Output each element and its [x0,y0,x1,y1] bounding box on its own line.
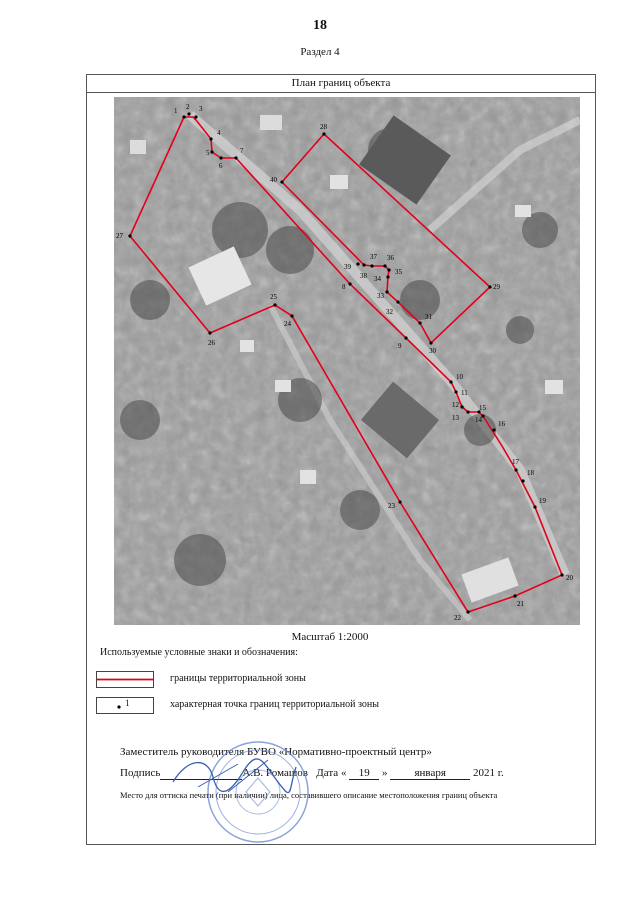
boundary-point-39 [356,262,359,265]
boundary-point-label-9: 9 [398,342,402,350]
boundary-point-label-15: 15 [479,404,486,412]
boundary-point-label-38: 38 [360,272,367,280]
boundary-point-35 [387,268,390,271]
boundary-point-13 [466,410,469,413]
boundary-point-1 [182,115,185,118]
boundary-point-label-10: 10 [456,373,463,381]
section-title: Раздел 4 [300,46,340,58]
legend-line-box [96,671,154,688]
boundary-point-label-13: 13 [452,414,459,422]
legend-boundary-label: границы территориальной зоны [170,673,306,684]
boundary-point-21 [513,594,516,597]
legend-boundary-line-icon [97,672,153,687]
boundary-point-37 [370,264,373,267]
boundary-point-label-34: 34 [374,275,381,283]
boundary-point-26 [208,331,211,334]
boundary-point-label-6: 6 [219,162,223,170]
boundary-point-24 [290,314,293,317]
boundary-point-label-7: 7 [240,147,244,155]
boundary-point-11 [454,390,457,393]
boundary-point-label-16: 16 [498,420,505,428]
boundary-point-31 [418,321,421,324]
boundary-point-5 [210,150,213,153]
boundary-point-label-23: 23 [388,502,395,510]
boundary-point-label-12: 12 [452,401,459,409]
boundary-point-label-4: 4 [217,129,221,137]
boundary-point-7 [234,156,237,159]
boundary-point-18 [521,479,524,482]
boundary-point-9 [404,336,407,339]
aerial-map [114,97,580,625]
map-title: План границ объекта [86,74,596,93]
boundary-point-label-3: 3 [199,105,203,113]
legend-heading: Используемые условные знаки и обозначения: [100,647,298,658]
boundary-point-label-11: 11 [461,389,468,397]
boundary-point-3 [194,115,197,118]
boundary-point-36 [383,264,386,267]
boundary-point-label-22: 22 [454,614,461,622]
boundary-point-label-40: 40 [270,176,277,184]
boundary-point-30 [429,341,432,344]
boundary-point-38 [362,263,365,266]
sign-label: Подпись [120,767,161,779]
boundary-point-12 [460,405,463,408]
boundary-point-label-29: 29 [493,283,500,291]
handwritten-signature [168,752,298,802]
boundary-point-32 [396,300,399,303]
boundary-point-label-33: 33 [377,292,384,300]
boundary-point-10 [449,380,452,383]
legend-point-box [96,697,154,714]
boundary-point-2 [187,112,190,115]
boundary-point-23 [398,500,401,503]
date-day-close: » [381,767,388,779]
scale-label: Масштаб 1:2000 [291,631,369,643]
legend-point-label: характерная точка границ территориальной зоны [170,699,379,710]
boundary-point-20 [560,573,563,576]
boundary-point-4 [209,137,212,140]
date-day: 19 [349,767,379,780]
boundary-point-label-35: 35 [395,268,402,276]
boundary-point-label-39: 39 [344,263,351,271]
legend-point-number: 1 [125,698,130,708]
boundary-point-label-1: 1 [174,107,178,115]
boundary-point-label-18: 18 [527,469,534,477]
boundary-point-label-28: 28 [320,123,327,131]
boundary-point-29 [488,285,491,288]
boundary-point-34 [386,275,389,278]
boundary-point-6 [219,156,222,159]
boundary-point-28 [322,132,325,135]
boundary-point-label-27: 27 [116,232,123,240]
boundary-point-label-31: 31 [425,313,432,321]
date-label: Дата « [316,767,347,779]
boundary-point-19 [533,505,536,508]
date-year: 2021 г. [472,767,504,779]
boundary-point-17 [514,468,517,471]
signer-name: А.В. Ромашов [242,767,309,779]
boundary-point-label-26: 26 [208,339,215,347]
page-number: 18 [313,18,327,33]
boundary-point-label-20: 20 [566,574,573,582]
boundary-point-label-8: 8 [342,283,346,291]
boundary-point-label-36: 36 [387,254,394,262]
boundary-point-label-14: 14 [475,416,482,424]
boundary-point-22 [466,610,469,613]
boundary-point-25 [273,303,276,306]
position-line: Заместитель руководителя БУВО «Нормативно-проектный центр» [120,746,432,758]
boundary-point-label-30: 30 [429,347,436,355]
date-month: января [390,767,470,780]
boundary-point-8 [348,282,351,285]
stamp-note: Место для оттиска печати (при наличии) лица, составившего описание местоположения границ объекта [120,790,498,800]
boundary-point-label-5: 5 [206,149,210,157]
boundary-point-label-24: 24 [284,320,291,328]
boundary-point-label-21: 21 [517,600,524,608]
boundary-point-40 [280,180,283,183]
boundary-point-27 [128,234,131,237]
boundary-point-label-17: 17 [512,458,519,466]
boundary-point-label-37: 37 [370,253,377,261]
boundary-point-label-25: 25 [270,293,277,301]
boundary-point-label-32: 32 [386,308,393,316]
boundary-point-33 [385,290,388,293]
boundary-point-16 [492,428,495,431]
boundary-point-label-2: 2 [186,103,190,111]
boundary-point-label-19: 19 [539,497,546,505]
